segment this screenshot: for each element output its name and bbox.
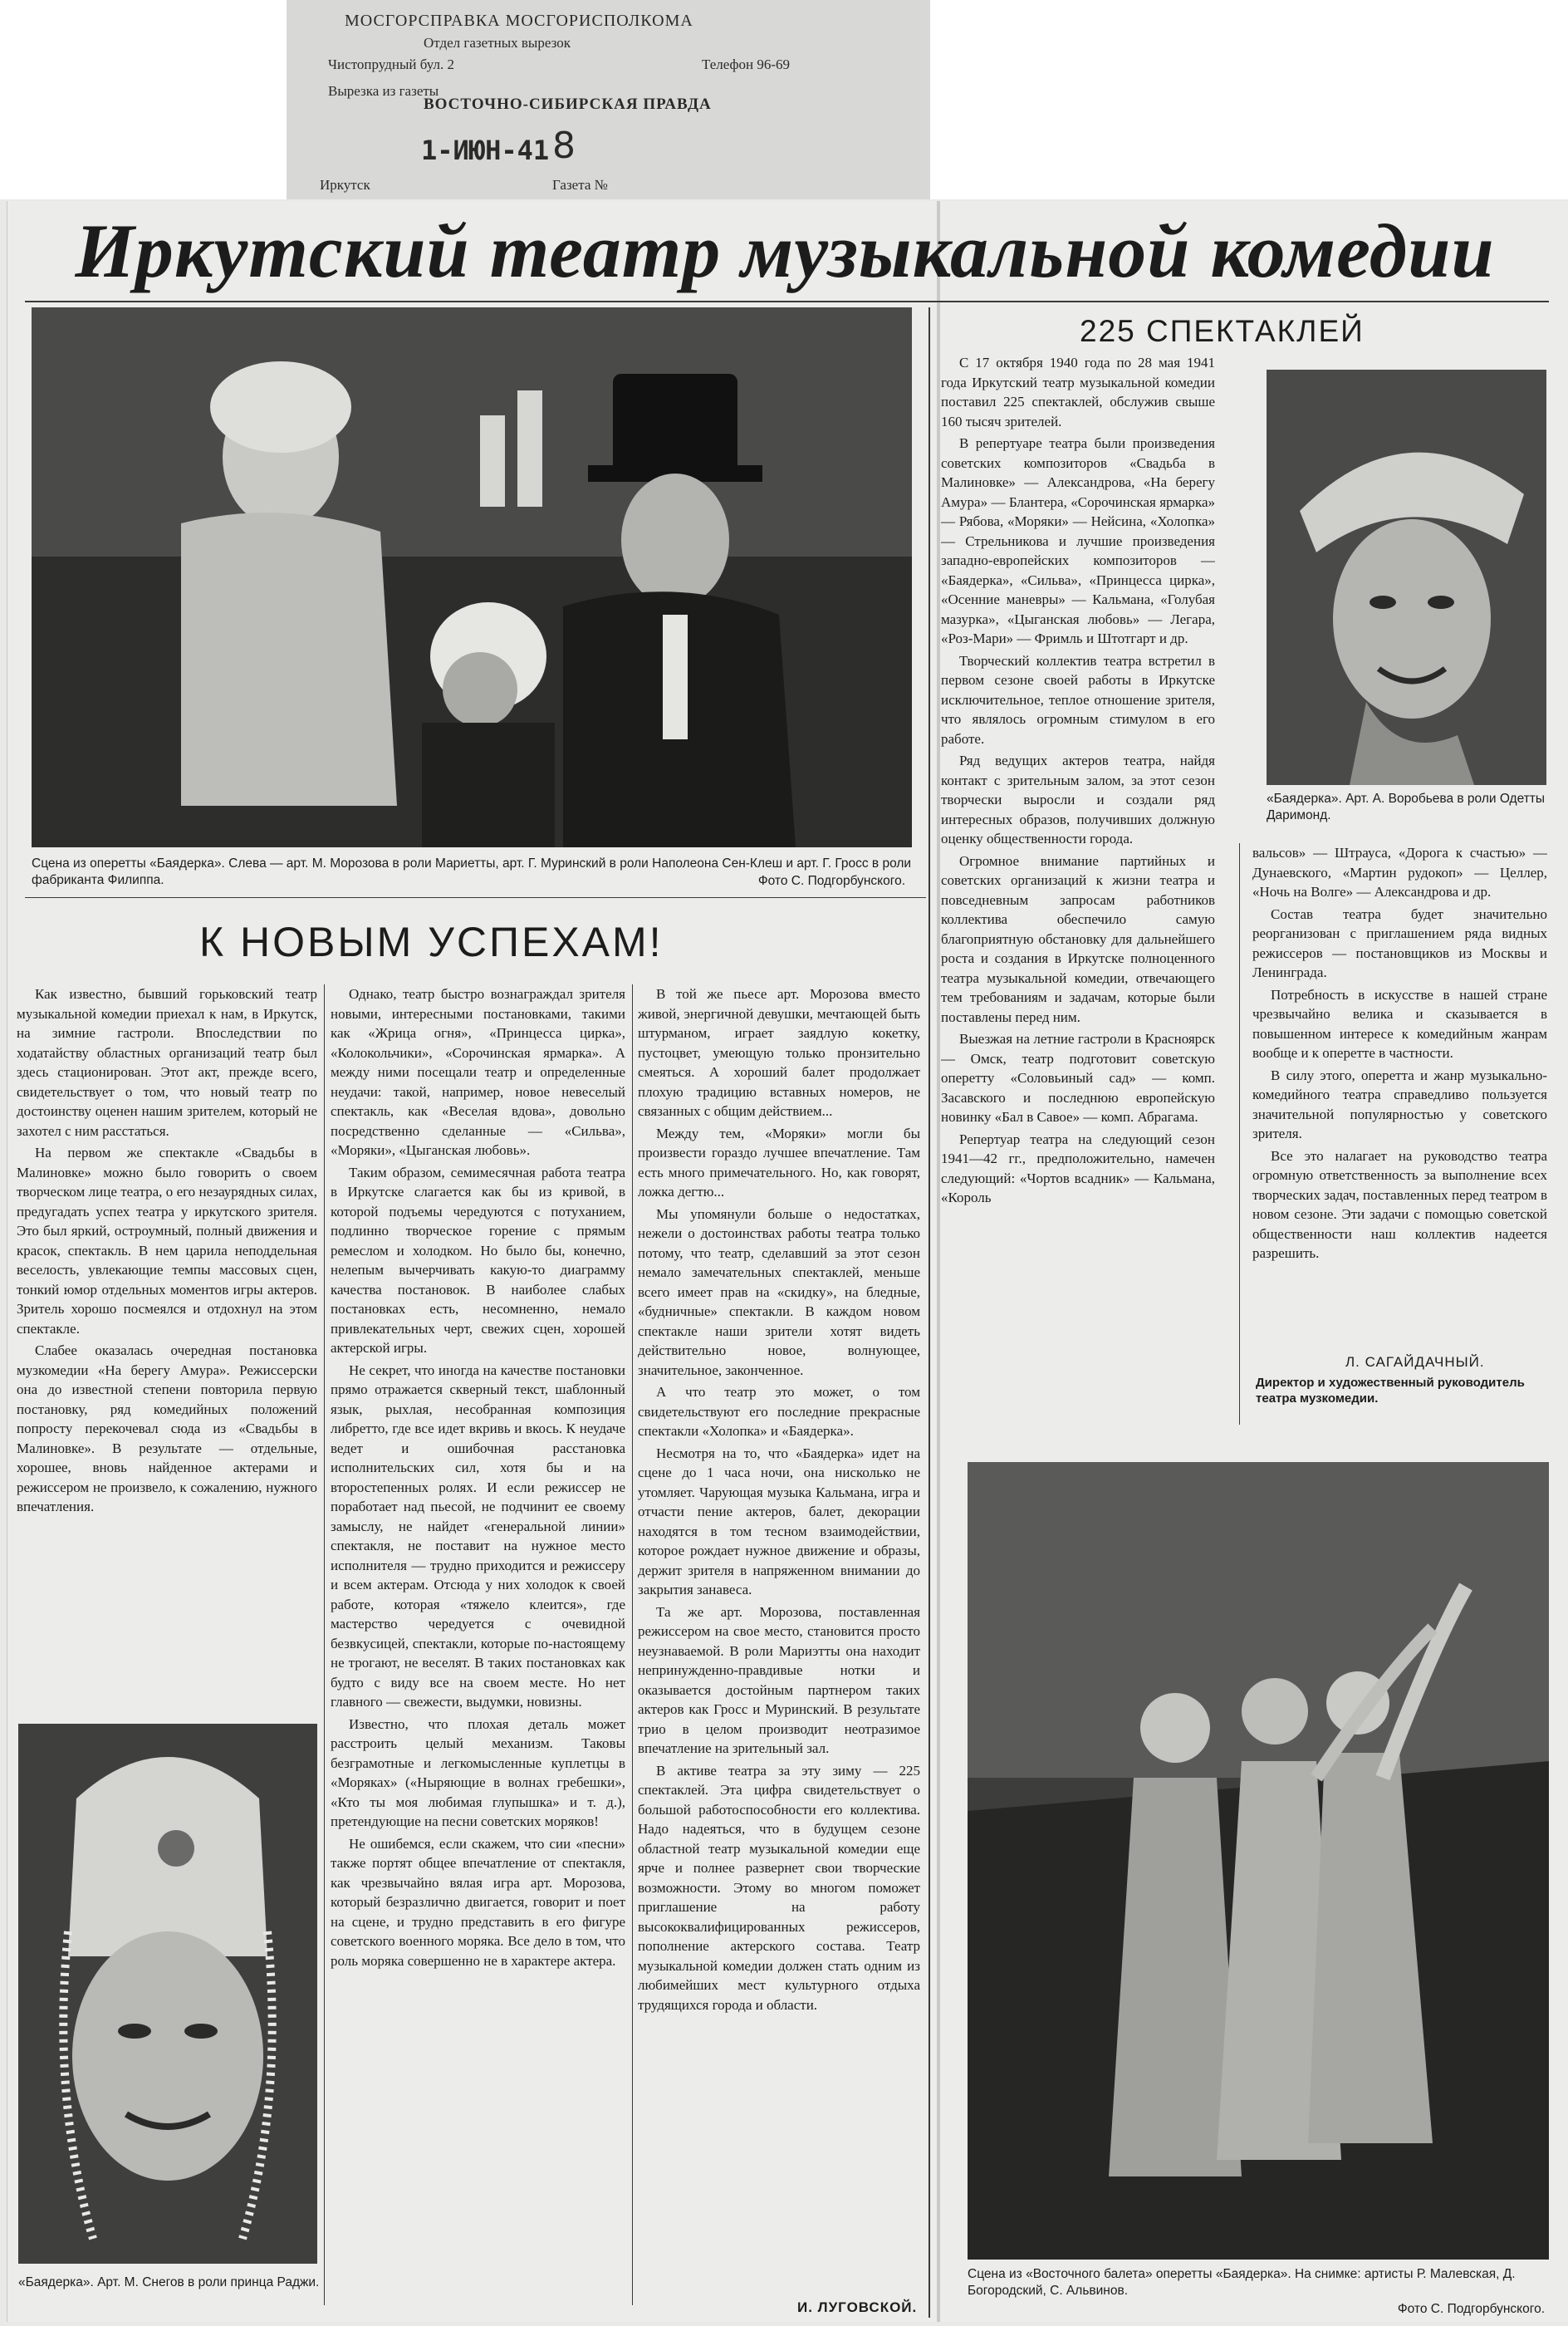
photo-snegov-portrait	[18, 1724, 317, 2264]
article2-col-b-para-3: Потребность в искусстве в нашей стране чрезвычайно велика и сказывается в повышенном интересе к комедийным жанрам вообще и к оперетте в частности.	[1252, 986, 1547, 1061]
article1-col2-para-3: Не секрет, что иногда на качестве постановки прямо отражается скверный текст, шаблонный язык, рыхлая, несобранная композиция либретто, где все идет вкривь и вкось. К неудаче ведет и ошибочная расстановка исполнительских сил, хотя бы и на второстепенных ролях. И если режиссер не поработает над пьесой, не подчинит ее своему замыслу, не найдет «генеральной линии» спектакля, не поставит на нужное место исполнителя — трудно приходится и режиссеру и всем актерам. Отсюда у них холодок к своей работе, которая «тяжело клеится», где мастерство чередуется с очевидной безвкусицей, спектакли, которые по-настоящему не трогают, не веселят. В таких постановках как будто с виду все на своем месте. Но нет главного — свежести, выдумки, новизны.	[331, 1362, 625, 1710]
article2-column-a	[941, 353, 1215, 1387]
operetta-scene-image	[32, 307, 912, 847]
stamp-org: МОСГОРСПРАВКА МОСГОРИСПОЛКОМА	[345, 12, 693, 30]
stamp-address: Чистопрудный бул. 2	[328, 56, 454, 72]
article1-col2-para-1: Однако, театр быстро вознаграждал зрителя новыми, интересными постановками, такими как «Жрица огня», «Принцесса цирка», «Колокольчики», «Сорочинская ярмарка». А между ними посещали театр и определенные неудачи: такой, например, новое невеселый спектакль, как «Веселая вдова», довольно посредственно сделанные — «Сильва», «Моряки», «Цыганская любовь».	[331, 986, 625, 1158]
article2-col-b-para-4: В силу этого, оперетта и жанр музыкально-комедийного театра справедливо пользуется значительной популярностью у советского зрителя.	[1252, 1067, 1547, 1141]
article1-col1-para-3: Слабее оказалась очередная постановка музкомедии «На берегу Амура». Режиссерски она до известной степени повторила первую постановку, ряд комедийных положений попросту перекочевал сюда из «Свадьбы в Малиновке». В результате — отдельные, хорошее, вновь найденное актерами и режиссером не произвело, к сожалению, нужного впечатления.	[17, 1342, 317, 1514]
column-rule-article2	[1239, 843, 1240, 1425]
photo-ballet-caption: Сцена из «Восточного балета» оперетты «Баядерка». На снимке: артисты Р. Малевская, Д. Богородский, С. Альвинов.	[968, 2267, 1516, 2298]
vorobyeva-portrait-image	[1267, 370, 1546, 785]
column-rule-1	[324, 984, 325, 2305]
ballet-scene-image	[968, 1462, 1549, 2260]
article1-column-1	[17, 984, 317, 1682]
article2-col-a-para-7: Репертуар театра на следующий сезон 1941—42 гг., предположительно, намечен следующий: «Чортов всадник» — Кальмана, «Король	[941, 1131, 1215, 1205]
stamp-dept: Отдел газетных вырезок	[424, 35, 571, 51]
article1-col3-para-6: Та же арт. Морозова, поставленная режиссером на свое место, становится просто неузнаваемой. В роли Мариэтты она находит непринужденно-правдивые нотки и оказывается достойным партнером таких актеров как Гросс и Муринский. В результате трио в целом производит неотразимое впечатление на зрительный зал.	[638, 1603, 920, 1756]
article1-col1-para-2: На первом же спектакле «Свадьбы в Малиновке» можно было говорить о своем творческом лице театра, о его незаурядных силах, предугадать успех театра у иркутского зрителя. Это был яркий, остроумный, полный движения и красок, спектакль. В нем царила неподдельная веселость, увлекающие темпы массовых сцен, тонкий юмор отдельных моментов игры актеров. Зритель хорошо посмеялся и отдохнул на этом спектакле.	[17, 1145, 317, 1337]
photo-vorobyeva-caption: «Баядерка». Арт. А. Воробьева в роли Одетты Даримонд.	[1267, 792, 1546, 822]
article2-column-b	[1252, 843, 1547, 1358]
article1-signature: И. ЛУГОВСКОЙ.	[797, 2299, 918, 2315]
article2-col-a-para-4: Ряд ведущих актеров театра, найдя контакт с зрительным залом, за этот сезон творчески выросли и создали ряд интересных образов, получивших должную оценку общественности города.	[941, 753, 1215, 846]
article1-col3-para-4: А что театр это может, о том свидетельствуют его последние прекрасные спектакли «Холопка» и «Баядерка».	[638, 1384, 920, 1439]
headline: Иркутский театр музыкальной комедии	[75, 209, 1495, 293]
photo-vorobyeva-portrait	[1267, 370, 1546, 785]
article2-title: 225 СПЕКТАКЛЕЙ	[1080, 314, 1365, 348]
article1-col2-para-4: Известно, что плохая деталь может расстроить целый механизм. Таковы безграмотные и легкомысленные куплетцы в «Моряках» («Ныряющие в волнах гребешки», «Кто ты моя любимая глупышка» и т. д.), претендующие на песни советских моряков!	[331, 1715, 625, 1829]
article2-col-a-para-6: Выезжая на летние гастроли в Красноярск — Омск, театр подготовит советскую оперетту «Соловьиный сад» — комп. Засавского и последнюю европейскую новинку «Бал в Савое» — комп. Абрагама.	[941, 1031, 1215, 1125]
column-rule-main	[929, 307, 930, 2318]
snegov-portrait-image	[18, 1724, 317, 2264]
photo-snegov-caption: «Баядерка». Арт. М. Снегов в роли принца Раджи.	[18, 2275, 320, 2289]
article1-column-3	[638, 984, 920, 2289]
article1-col3-para-3: Мы упомянули больше о недостатках, нежели о достоинствах работы театра только потому, что театр, сделавший за этот сезон немало замечательных спектаклей, меньше всего имеет прав на «скидку», на бледные, «будничные» спектакли. В каждом новом спектакле наши зрители хотят видеть действительно новое, волнующее, значительное, законченное.	[638, 1205, 920, 1378]
article2-col-b-para-1: вальсов» — Штрауса, «Дорога к счастью» — Дунаевского, «Мартин рудокоп» — Целлер, «Ночь на Волге» — Александрова и др.	[1252, 845, 1547, 900]
article1-title: К НОВЫМ УСПЕХАМ!	[199, 919, 664, 965]
photo-ballet-credit: Фото С. Подгорбунского.	[1397, 2302, 1545, 2316]
stamp-newspaper: ВОСТОЧНО-СИБИРСКАЯ ПРАВДА	[424, 96, 712, 113]
article2-col-b-para-2: Состав театра будет значительно реорганизован с приглашением ряда видных режиссеров — постановщиков из Москвы и Ленинграда.	[1252, 905, 1547, 980]
column-rule-2	[632, 984, 633, 2305]
article2-col-b-para-5: Все это налагает на руководство театра огромную ответственность за выполнение всех творческих задач, поставленных перед театром в новом сезоне. Эти задачи с помощью советской общественности наш коллектив надеется разрешить.	[1252, 1147, 1547, 1261]
stamp-date-mark: 8	[552, 125, 576, 167]
stamp-issue-label: Газета №	[552, 177, 608, 193]
article1-col3-para-7: В активе театра за эту зиму — 225 спектаклей. Эта цифра свидетельствует о большой работоспособности его коллектива. Надо надеяться, что в будущем сезоне областной театр музыкальной комедии еще ярче и полнее развернет свои творческие возможности. Этому во многом поможет приглашение на работу высококвалифицированных режиссеров, пополнение актерского состава. Театр музыкальной комедии должен стать одним из любимейших мест культурного отдыха трудящихся города и области.	[638, 1762, 920, 2013]
photo-operetta-credit: Фото С. Подгорбунского.	[757, 874, 905, 888]
article2-signature-role: Директор и художественный руководитель театра музкомедии.	[1256, 1376, 1525, 1406]
article1-col2-para-2: Таким образом, семимесячная работа театра в Иркутске слагается как бы из кривой, в которой подъемы чередуются с потуханием, подлинно творческое горение с прямым ремеслом и холодком. Но было бы, конечно, нелепым вычерчивать какую-то диаграмму качества постановок. В наиболее слабых постановках есть, несомненно, немало привлекательных черт, свежих сцен, хорошей актерской игры.	[331, 1164, 625, 1356]
article1-col2-para-5: Не ошибемся, если скажем, что сии «песни» также портят общее впечатление от спектакля, как чрезвычайно вялая игра арт. Морозова, который безразлично двигается, говорит и поет на сцене, и трудно представить в его фигуре советского военного моряка. Все дело в том, что роль моряка совершенно не в характере актера.	[331, 1835, 625, 1969]
article2-col-a-para-2: В репертуаре театра были произведения советских композиторов «Свадьба в Малиновке» — Александрова, «На берегу Амура» — Блантера, «Сорочинская ярмарка» — Рябова, «Моряки» — Нейсина, «Холопка» — Стрельникова и лучшие произведения западно-европейских композиторов — «Баядерка», «Сильва», «Принцесса цирка», «Осенние маневры» — Кальмана, «Голубая мазурка», «Цыганская любовь» — Легара, «Роз-Мари» — Фримль и Штотгарт и др.	[941, 435, 1215, 646]
article2-col-a-para-3: Творческий коллектив театра встретил в первом сезоне своей работы в Иркутске исключительное, теплое отношение зрителя, что являлось огромным стимулом в его работе.	[941, 652, 1215, 747]
article1-col3-para-5: Несмотря на то, что «Баядерка» идет на сцене до 1 часа ночи, она нисколько не утомляет. Чарующая музыка Кальмана, игра и отчасти пение актеров, балет, декорации находятся в том тесном взаимодействии, которое рождает нужное движение и образы, держит зрителя в напряженном внимании до закрытия занавеса.	[638, 1445, 920, 1597]
article2-col-a-para-5: Огромное внимание партийных и советских организаций к жизни театра и повседневным запросам работников коллектива обеспечило самую благоприятную обстановку для дальнейшего роста и создания в Иркутске полноценного театра музыкальной комедии, отвечающего тем требованиям и задачам, которые были поставлены перед ним.	[941, 852, 1215, 1025]
article1-column-2	[331, 984, 625, 2318]
article1-col3-para-2: Между тем, «Моряки» могли бы произвести гораздо лучшее впечатление. Там есть много примечательного. Но, как говорят, ложка дегтю...	[638, 1125, 920, 1200]
article2-col-a-para-1: С 17 октября 1940 года по 28 мая 1941 года Иркутский театр музыкальной комедии поставил 225 спектаклей, обслужив свыше 160 тысяч зрителей.	[941, 355, 1215, 429]
article1-title-rule	[25, 897, 926, 898]
stamp-date: 1-ИЮН-41	[421, 135, 550, 166]
sheet-edge	[937, 201, 940, 2322]
photo-operetta-caption: Сцена из оперетты «Баядерка». Слева — арт. М. Морозова в роли Мариетты, арт. Г. Муринский в роли Наполеона Сен-Клеш и арт. Г. Гросс в роли фабриканта Филиппа.	[32, 856, 912, 887]
stamp-city: Иркутск	[320, 177, 370, 193]
stamp-phone: Телефон 96-69	[702, 56, 791, 72]
photo-operetta-scene	[32, 307, 912, 847]
clipping-stamp	[287, 0, 930, 199]
photo-ballet-scene	[968, 1462, 1549, 2260]
headline-rule	[25, 301, 1549, 302]
article1-col1-para-1: Как известно, бывший горьковский театр музыкальной комедии приехал к нам, в Иркутск, на зимние гастроли. Впоследствии по ходатайству областных организаций театр был здесь стационирован. Этот акт, прежде всего, свидетельствует о том, что новый театр по достоинству оценен нашим зрителем, который не захотел с ним расстаться.	[17, 986, 317, 1139]
article2-signature: Л. САГАЙДАЧНЫЙ.	[1345, 1354, 1485, 1370]
article1-col3-para-1: В той же пьесе арт. Морозова вместо живой, энергичной девушки, мечтающей быть штурманом, играет заядлую кокетку, пустоцвет, умеющую только пронзительно смеяться. А хороший балет продолжает плохую традицию вставных номеров, не связанных с общим действием...	[638, 986, 920, 1119]
stamp-clip-label: Вырезка из газеты	[328, 83, 439, 99]
